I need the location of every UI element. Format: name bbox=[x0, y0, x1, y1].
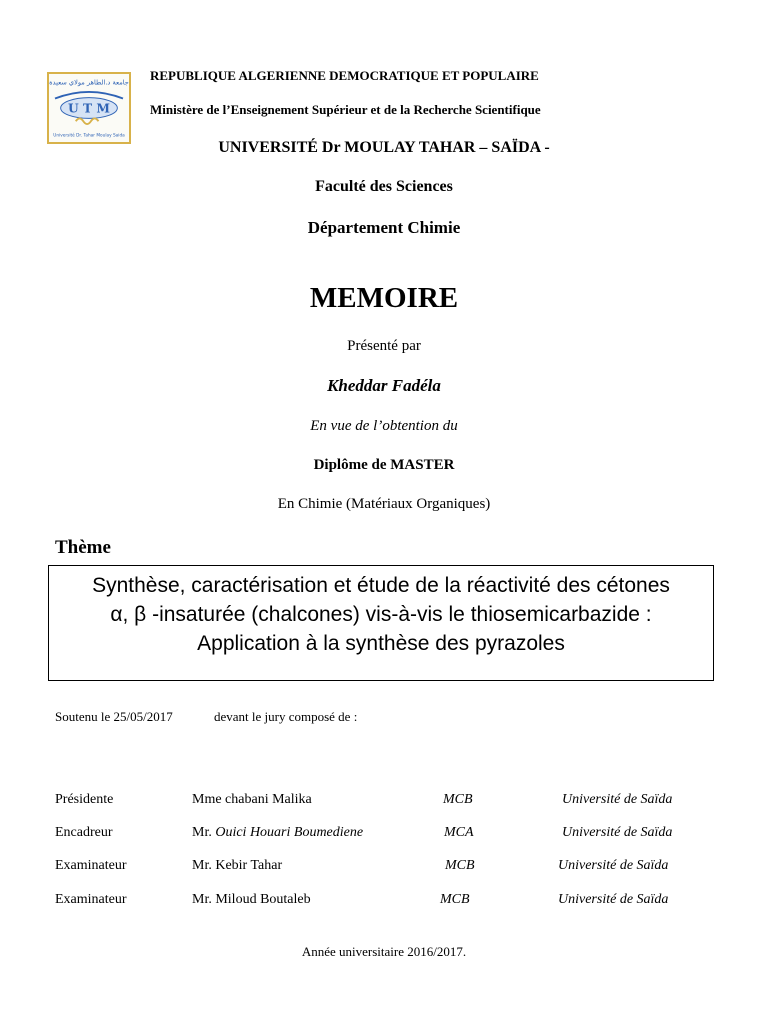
purpose-text: En vue de l’obtention du bbox=[310, 418, 458, 434]
jury-name: Mme chabani Malika bbox=[192, 792, 312, 807]
university-logo bbox=[47, 72, 131, 144]
faculty-name: Faculté des Sciences bbox=[315, 178, 453, 195]
jury-role: Examinateur bbox=[55, 858, 127, 873]
jury-role: Présidente bbox=[55, 792, 114, 807]
theme-label: Thème bbox=[55, 537, 111, 558]
document-type-title: MEMOIRE bbox=[309, 282, 459, 314]
diploma-title: Diplôme de MASTER bbox=[313, 457, 455, 473]
jury-role: Examinateur bbox=[55, 892, 127, 907]
ministry-heading: Ministère de l’Enseignement Supérieur et de la Recherche Scientifique bbox=[150, 102, 541, 117]
jury-name: Mr. Miloud Boutaleb bbox=[192, 892, 311, 907]
jury-role: Encadreur bbox=[55, 825, 113, 840]
theme-line-1: Synthèse, caractérisation et étude de la réactivité des cétones bbox=[92, 574, 670, 597]
logo-arabic-text: جامعة د.الطاهر مولاي سعيدة bbox=[49, 78, 129, 87]
svg-text:U T M: U T M bbox=[68, 100, 110, 116]
defense-date: Soutenu le 25/05/2017 bbox=[55, 709, 173, 724]
theme-line-3: Application à la synthèse des pyrazoles bbox=[197, 632, 565, 655]
jury-name-main: Ouici Houari Boumediene bbox=[215, 825, 364, 840]
academic-year: Année universitaire 2016/2017. bbox=[301, 944, 467, 959]
presented-by-label: Présenté par bbox=[347, 338, 421, 354]
jury-institution: Université de Saïda bbox=[562, 825, 673, 840]
university-name: UNIVERSITÉ Dr MOULAY TAHAR – SAÏDA - bbox=[218, 139, 550, 156]
jury-name-prefix: Mr. bbox=[192, 825, 212, 840]
jury-grade: MCB bbox=[443, 792, 473, 807]
jury-grade: MCB bbox=[445, 858, 475, 873]
university-logo-icon bbox=[49, 74, 129, 142]
jury-name: Mr. Kebir Tahar bbox=[192, 858, 283, 873]
theme-box bbox=[48, 565, 714, 681]
jury-intro: devant le jury composé de : bbox=[214, 709, 358, 724]
theme-line-2: α, β -insaturée (chalcones) vis-à-vis le thiosemicarbazide : bbox=[110, 603, 652, 626]
specialty-text: En Chimie (Matériaux Organiques) bbox=[277, 496, 491, 512]
jury-name bbox=[192, 825, 363, 841]
jury-grade: MCA bbox=[444, 825, 474, 840]
jury-institution: Université de Saïda bbox=[562, 792, 673, 807]
jury-grade: MCB bbox=[440, 892, 470, 907]
republic-heading: REPUBLIQUE ALGERIENNE DEMOCRATIQUE ET POPULAIRE bbox=[150, 68, 539, 83]
logo-caption: Université Dr. Tahar Moulay Saida bbox=[53, 133, 125, 139]
jury-institution: Université de Saïda bbox=[558, 858, 669, 873]
author-name: Kheddar Fadéla bbox=[327, 376, 441, 395]
department-name: Département Chimie bbox=[307, 218, 461, 237]
jury-institution: Université de Saïda bbox=[558, 892, 669, 907]
